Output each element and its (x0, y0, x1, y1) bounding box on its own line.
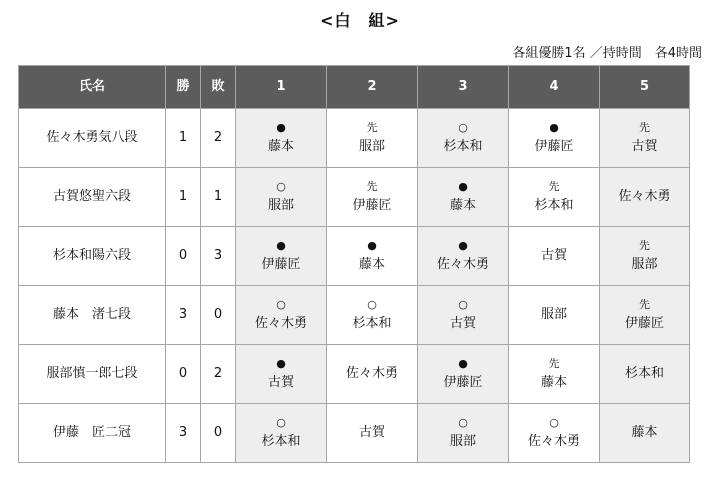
player-name: 佐々木勇気八段 (19, 109, 166, 168)
header-round-2: 2 (327, 66, 418, 109)
round-2-cell (327, 404, 418, 463)
player-name: 伊藤 匠二冠 (19, 404, 166, 463)
round-5-cell (600, 168, 690, 227)
round-4-cell (509, 168, 600, 227)
opponent-name: 藤本 (540, 375, 567, 390)
table-row (19, 345, 690, 404)
result-mark: ○ (549, 416, 559, 429)
round-3-cell (418, 168, 509, 227)
opponent-name: 杉本和 (443, 139, 483, 154)
round-4-cell (509, 286, 600, 345)
opponent-name: 杉本和 (352, 316, 392, 331)
round-3-cell (418, 286, 509, 345)
opponent-name: 服部 (631, 257, 658, 272)
opponent-name: 杉本和 (261, 434, 301, 449)
table-row (19, 404, 690, 463)
opponent-name: 佐々木勇 (345, 366, 398, 381)
result-mark: ○ (458, 298, 468, 311)
result-mark: 先 (639, 298, 650, 311)
result-mark: ○ (276, 298, 286, 311)
result-mark: ● (458, 357, 468, 370)
opponent-name: 藤本 (631, 425, 658, 440)
opponent-name: 古賀 (358, 425, 385, 440)
opponent-name: 伊藤匠 (261, 257, 301, 272)
header-round-5: 5 (600, 66, 690, 109)
round-5-cell (600, 286, 690, 345)
round-4-cell (509, 227, 600, 286)
result-mark: ● (367, 239, 377, 252)
result-mark: ● (458, 239, 468, 252)
table-row (19, 109, 690, 168)
result-mark: 先 (366, 121, 378, 134)
header-losses: 敗 (201, 66, 236, 109)
round-2-cell (327, 227, 418, 286)
result-mark: 先 (366, 180, 378, 193)
round-1-cell (236, 227, 327, 286)
table-row (19, 168, 690, 227)
round-5-cell (600, 227, 690, 286)
round-4-cell (509, 404, 600, 463)
header-name: 氏名 (19, 66, 166, 109)
round-4-cell (509, 345, 600, 404)
opponent-name: 伊藤匠 (534, 139, 574, 154)
round-5-cell (600, 109, 690, 168)
losses-count: 2 (201, 345, 236, 404)
header-row (19, 66, 690, 109)
opponent-name: 杉本和 (624, 366, 664, 381)
round-1-cell (236, 404, 327, 463)
opponent-name: 服部 (267, 198, 294, 213)
round-1-cell (236, 286, 327, 345)
losses-count: 2 (201, 109, 236, 168)
result-mark: 先 (548, 180, 560, 193)
opponent-name: 古賀 (631, 139, 658, 154)
table-row (19, 286, 690, 345)
result-mark: ● (276, 357, 286, 370)
round-3-cell (418, 345, 509, 404)
result-mark: ● (276, 239, 286, 252)
page-title: <白 組> (320, 11, 400, 30)
round-4-cell (509, 109, 600, 168)
opponent-name: 藤本 (358, 257, 385, 272)
round-3-cell (418, 404, 509, 463)
result-mark: ○ (458, 416, 468, 429)
opponent-name: 杉本和 (534, 198, 574, 213)
opponent-name: 服部 (358, 139, 385, 154)
player-name: 古賀悠聖六段 (19, 168, 166, 227)
opponent-name: 伊藤匠 (352, 198, 392, 213)
losses-count: 0 (201, 286, 236, 345)
opponent-name: 佐々木勇 (618, 189, 671, 204)
result-mark: ○ (276, 416, 286, 429)
player-name: 藤本 渚七段 (19, 286, 166, 345)
opponent-name: 藤本 (449, 198, 476, 213)
opponent-name: 古賀 (267, 375, 294, 390)
result-mark: 先 (639, 121, 650, 134)
wins-count: 0 (166, 227, 201, 286)
wins-count: 1 (166, 109, 201, 168)
player-name: 服部慎一郎七段 (19, 345, 166, 404)
round-5-cell (600, 404, 690, 463)
round-1-cell (236, 168, 327, 227)
result-mark: 先 (639, 239, 650, 252)
player-name: 杉本和陽六段 (19, 227, 166, 286)
round-1-cell (236, 345, 327, 404)
round-2-cell (327, 168, 418, 227)
header-wins: 勝 (166, 66, 201, 109)
opponent-name: 服部 (540, 307, 567, 322)
wins-count: 0 (166, 345, 201, 404)
round-3-cell (418, 227, 509, 286)
opponent-name: 佐々木勇 (436, 257, 489, 272)
opponent-name: 藤本 (267, 139, 294, 154)
result-mark: ● (549, 121, 559, 134)
opponent-name: 服部 (449, 434, 476, 449)
header-round-4: 4 (509, 66, 600, 109)
round-2-cell (327, 345, 418, 404)
league-table (18, 65, 690, 463)
opponent-name: 古賀 (540, 248, 567, 263)
header-round-3: 3 (418, 66, 509, 109)
result-mark: ○ (367, 298, 377, 311)
losses-count: 3 (201, 227, 236, 286)
result-mark: ○ (276, 180, 286, 193)
result-mark: ○ (458, 121, 468, 134)
opponent-name: 佐々木勇 (527, 434, 580, 449)
losses-count: 1 (201, 168, 236, 227)
round-5-cell (600, 345, 690, 404)
result-mark: ● (276, 121, 286, 134)
round-2-cell (327, 109, 418, 168)
round-1-cell (236, 109, 327, 168)
opponent-name: 古賀 (449, 316, 476, 331)
rules-note: 各組優勝1名 ／持時間 各4時間 (512, 46, 702, 61)
losses-count: 0 (201, 404, 236, 463)
table-row (19, 227, 690, 286)
result-mark: 先 (548, 357, 560, 370)
opponent-name: 佐々木勇 (254, 316, 307, 331)
wins-count: 1 (166, 168, 201, 227)
result-mark: ● (458, 180, 468, 193)
wins-count: 3 (166, 286, 201, 345)
round-2-cell (327, 286, 418, 345)
round-3-cell (418, 109, 509, 168)
opponent-name: 伊藤匠 (624, 316, 664, 331)
wins-count: 3 (166, 404, 201, 463)
header-round-1: 1 (236, 66, 327, 109)
opponent-name: 伊藤匠 (443, 375, 483, 390)
